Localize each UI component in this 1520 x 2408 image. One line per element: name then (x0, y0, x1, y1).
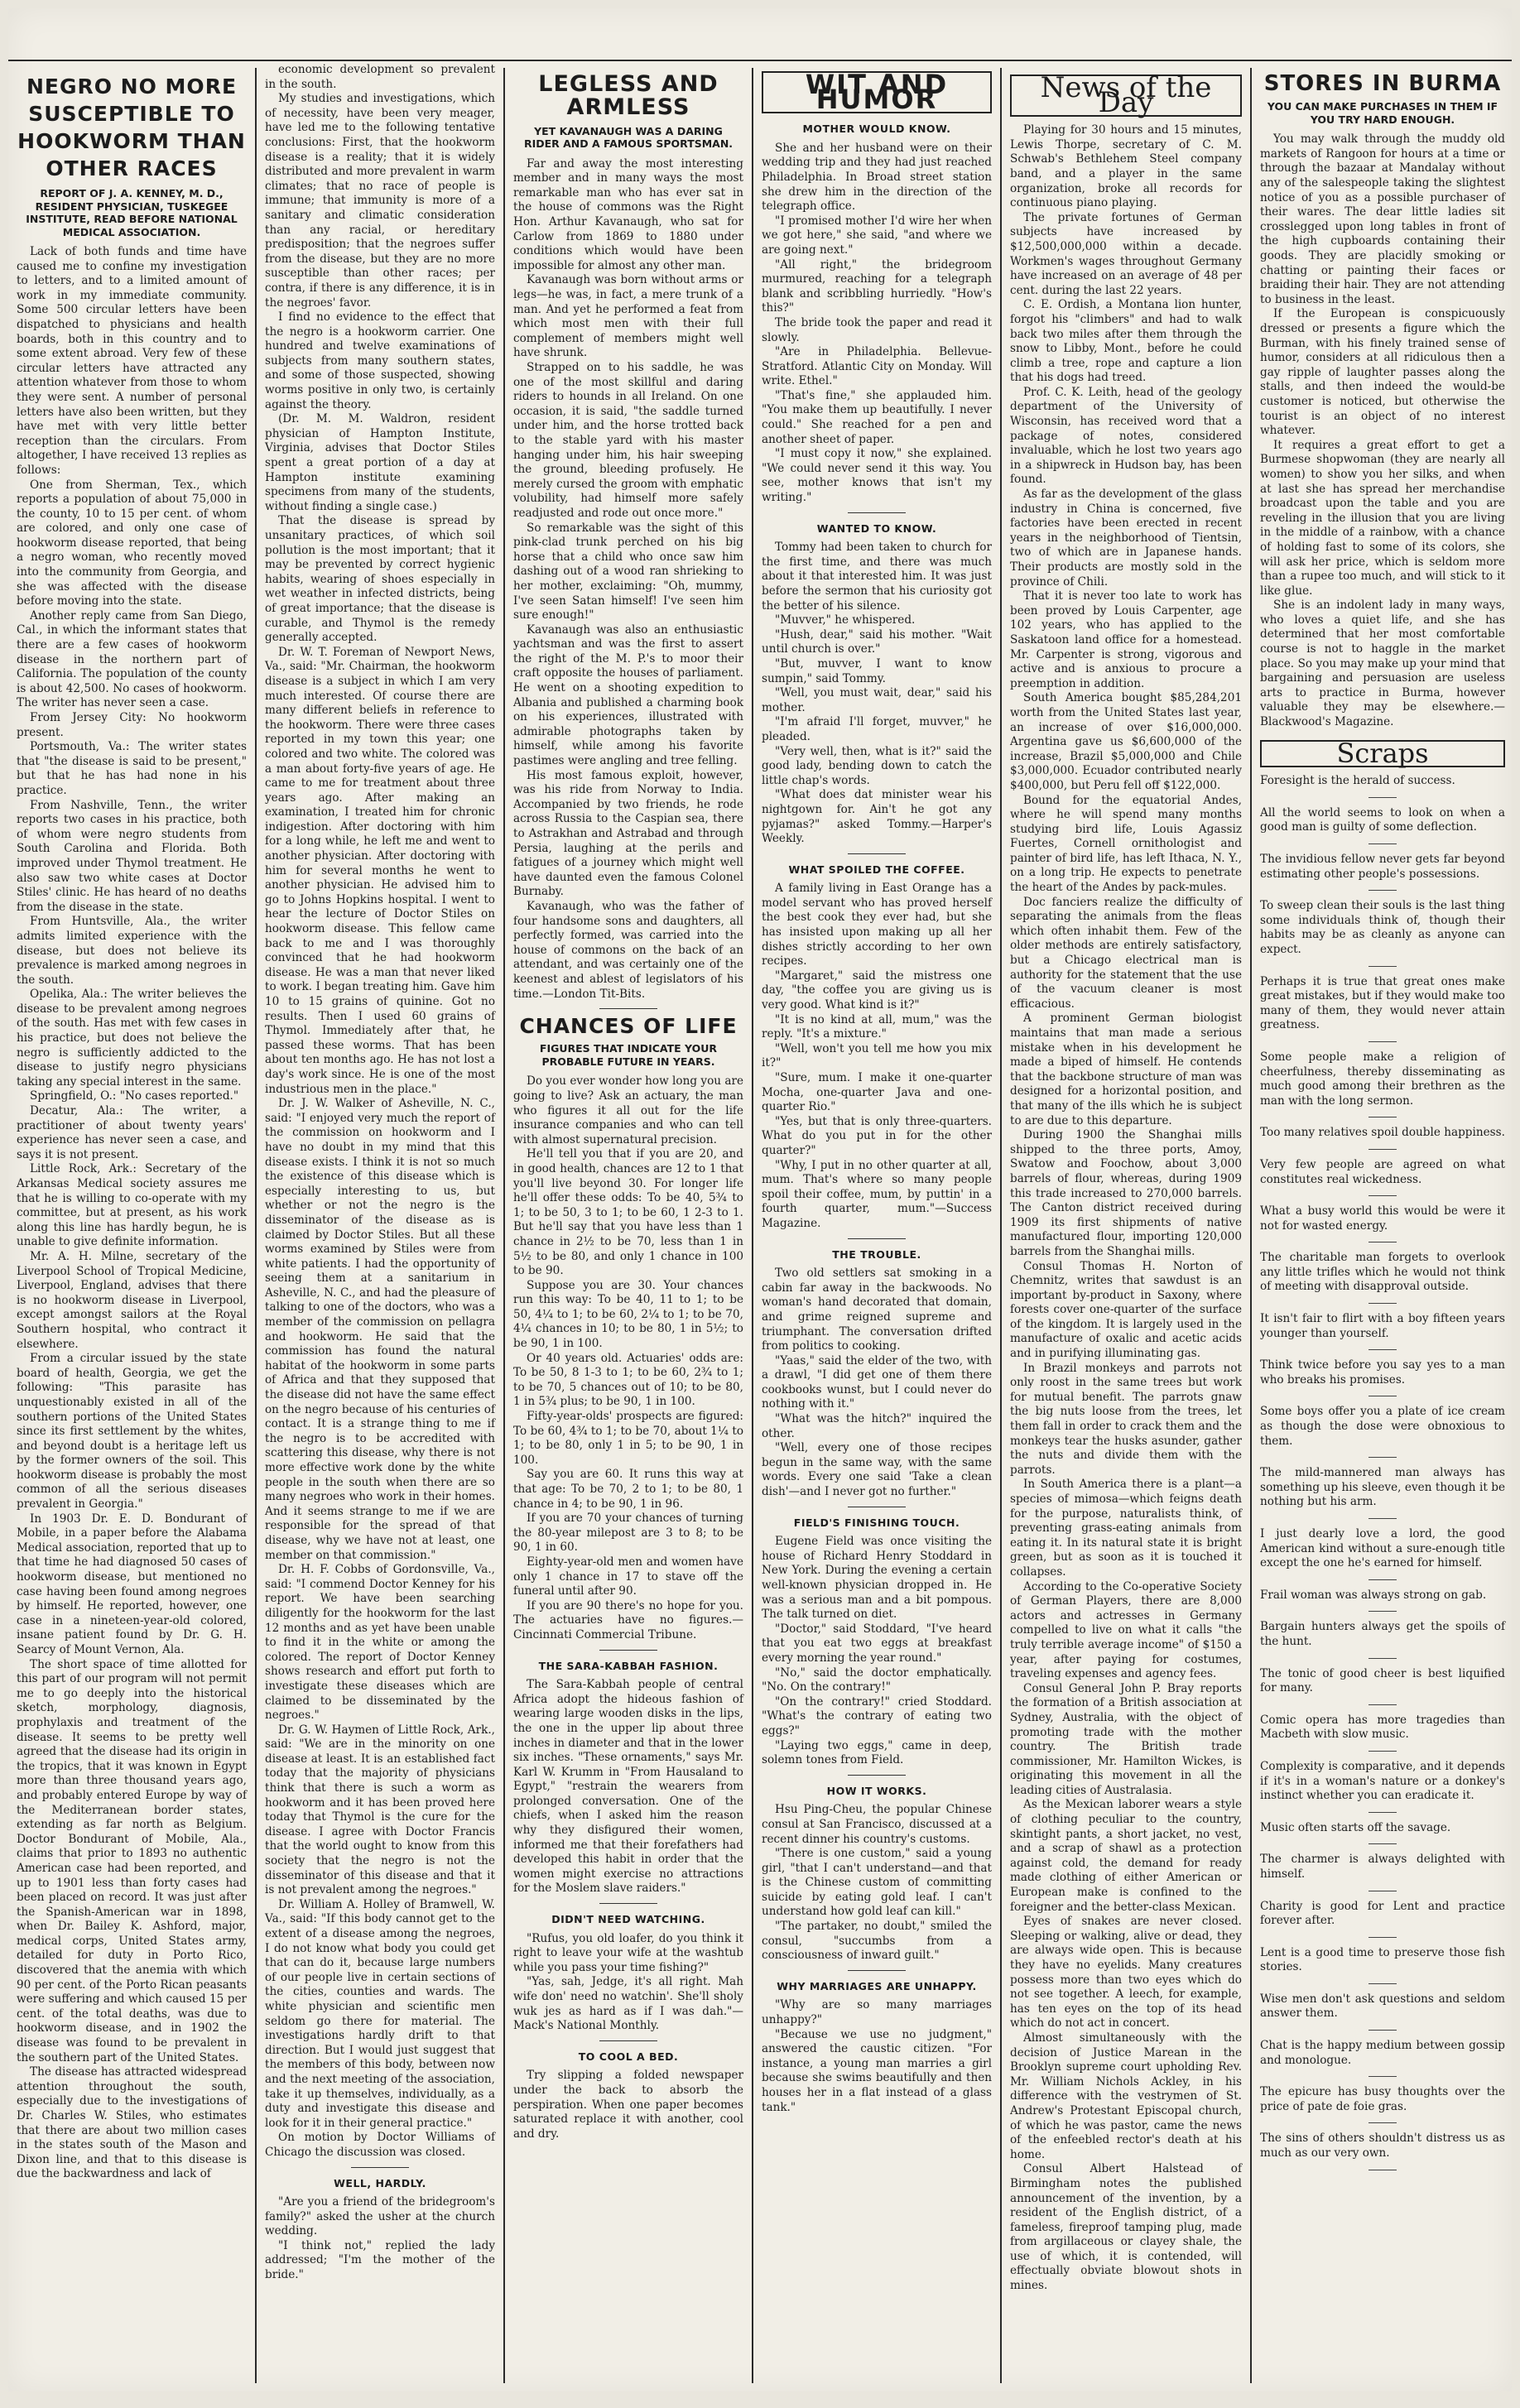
paragraph: "All right," the bridegroom murmured, reaching for a telegraph blank and scribbling hurriedly. "How's this?" (762, 257, 992, 315)
scrap-rule (1368, 1349, 1397, 1350)
scrap-rule (1368, 1195, 1397, 1196)
wit-humor-headline: WIT AND HUMOR (805, 69, 949, 115)
paragraph: As the Mexican laborer wears a style of clothing peculiar to the country, skintight pants, a short jacket, no vest, and a scrap of shawl as a protection against cold, the demand for ready made clothing of either American or European make is confined to the foreigner and the better-class Mexican. (1010, 1798, 1242, 1914)
chances-headline: CHANCES OF LIFE (519, 1014, 738, 1039)
scrap-rule (1368, 2076, 1397, 2077)
paragraph: Little Rock, Ark.: Secretary of the Arkansas Medical society assures me that he is willing to co-operate with my committee, but at present, as his work along this line has hardly begun, he is unable to give definite information. (17, 1162, 247, 1249)
paragraph: Kavanaugh was also an enthusiastic yachtsman and was the first to assert the right of the M. P.'s to moor their craft opposite the houses of parliament. He went on a shooting expedition to Albania and published a charming book on his experiences, illustrated with admirable photographs taken by himself, while among his favorite pastimes were angling and tree felling. (513, 622, 743, 768)
burma-body (1260, 132, 1505, 729)
paragraph: One from Sherman, Tex., which reports a population of about 75,000 in the county, 10 to 15 per cent. of whom are colored, and only one case of hookworm disease reported, that being a negro woman, who recently moved into the community from Georgia, and she was affected with the disease before moving into the state. (17, 478, 247, 608)
paragraph: My studies and investigations, which of necessity, have been very meager, have led me to the following tentative conclusions: First, that the hookworm disease is a reality; that it is widely distributed and more prevalent in warm climates; that no race of people is immune; that immunity is more of a sanitary and climatic consideration than any racial, or hereditary predisposition; that the negroes suffer from the disease, but they are no more susceptible than other races; per contra, if there is any difference, it is in the negroes' favor. (265, 92, 495, 310)
column-wit-humor (755, 68, 998, 2383)
anecdote-title: MOTHER WOULD KNOW. (802, 123, 951, 136)
scrap-rule (1368, 1983, 1397, 1984)
paragraph: His most famous exploit, however, was his ride from Norway to India. Accompanied by two friends, he rode across Russia to the Caspian sea, there to Astrakhan and Astrabad and through Persia, laughing at the perils and fatigues of a journey which might well have daunted even the famous Colonel Burnaby. (513, 768, 743, 899)
section-rule (599, 1008, 657, 1009)
paragraph: You may walk through the muddy old markets of Rangoon for hours at a time or through the bazaar at Mandalay without any of the salespeople taking the slightest notice of you as a possible purchaser of their wares. The dear little ladies sit crosslegged upon long tables in front of the high cupboards containing their goods. They are placidly smoking or chatting or painting their faces or braiding their hair. They are not attending to business in the least. (1260, 132, 1505, 306)
paragraph: Try slipping a folded newspaper under the back to absorb the perspiration. When one paper becomes saturated replace it with another, cool and dry. (513, 2069, 743, 2141)
paragraph: A family living in East Orange has a model servant who has proved herself the best cook they ever had, but she has insisted upon making up all her dishes strictly according to her own recipes. (762, 882, 992, 968)
paragraph: "Why are so many marriages unhappy?" (762, 1998, 992, 2027)
paragraph: "It is no kind at all, mum," was the reply. "It's a mixture." (762, 1012, 992, 1041)
scrap-rule (1368, 1843, 1397, 1844)
scrap-rule (1368, 1611, 1397, 1612)
scrap-rule (1368, 1579, 1397, 1580)
paragraph: From Huntsville, Ala., the writer admits limited experience with the disease, but does not believe its prevalence is marked among negroes in the south. (17, 915, 247, 987)
newspaper-page (8, 8, 1512, 2391)
paragraph: "Yaas," said the elder of the two, with a drawl, "I did get one of them there cookbooks wunst, but I could never do nothing with it." (762, 1353, 992, 1411)
burma-headline: STORES IN BURMA (1263, 71, 1502, 96)
paragraph: Portsmouth, Va.: The writer states that "the disease is said to be present," but that he has had none in his practice. (17, 740, 247, 797)
scrap-rule (1368, 1751, 1397, 1752)
didnt-need-title: DIDN'T NEED WATCHING. (551, 1913, 705, 1926)
paragraph: Consul Albert Halstead of Birmingham notes the published announcement of the invention, by a resident of the English district, of a fameless, fireproof tamping plug, made from argillaceous or clayey shale, the use of which, it is contended, will effectually obviate blowout shots in mines. (1010, 2162, 1242, 2293)
paragraph: "I think not," replied the lady addressed; "I'm the mother of the bride." (265, 2238, 495, 2282)
paragraph: (Dr. M. M. Waldron, resident physician of Hampton Institute, Virginia, advises that Doctor Stiles spent a great portion of a day at Hampton institute examining specimens from many of the students, without finding a single case.) (265, 412, 495, 513)
paragraph: Eighty-year-old men and women have only 1 chance in 17 to stave off the funeral until after 90. (513, 1555, 743, 1598)
well-hardly-body (265, 2195, 495, 2283)
paragraph: "Well, you must wait, dear," said his mother. (762, 686, 992, 714)
paragraph: If you are 90 there's no hope for you. The actuaries have no figures.—Cincinnati Commercial Tribune. (513, 1598, 743, 1641)
scrap-rule (1368, 1041, 1397, 1042)
paragraph: From Jersey City: No hookworm present. (17, 711, 247, 739)
well-hardly-title: WELL, HARDLY. (334, 2176, 426, 2189)
paragraph: Two old settlers sat smoking in a cabin far away in the backwoods. No woman's hand decorated that domain, and grime reigned supreme and triumphant. The conversation drifted from politics to cooking. (762, 1266, 992, 1353)
paragraph: If you are 70 your chances of turning the 80-year milepost are 3 to 8; to be 90, 1 in 60. (513, 1512, 743, 1555)
paragraph: Eyes of snakes are never closed. Sleeping or walking, alive or dead, they are always wide open. This is because they have no eyelids. Many creatures possess more than two eyes which do not see together. A leech, for example, has ten eyes on the top of its head which do not act in concert. (1010, 1915, 1242, 2031)
paragraph: If the European is conspicuously dressed or presents a figure which the Burman, with his finely trained sense of humor, considers at all ridiculous then a gay ripple of laughter passes along the stalls, and then indeed the would-be customer is noticed, but otherwise the tourist is an object of no interest whatever. (1260, 307, 1505, 438)
paragraph: "What does dat minister wear his nightgown for. Ain't he got any pyjamas?" asked Tommy.—Harper's Weekly. (762, 788, 992, 846)
legless-headline: LEGLESS AND ARMLESS (538, 71, 719, 121)
paragraph: Dr. William A. Holley of Bramwell, W. Va., said: "If this body cannot get to the extent of a disease among the negroes, I do not know what body you could get that can do it, because large numbers of our people live in certain sections of the cities, counties and wards. The white physician and scientific men seldom go there for material. The investigations hardly drift to that direction. But I would just suggest that the members of this body, between now and the next meeting of the association, take it up themselves, individually, as a duty and investigate this disease and look for it in their general practice." (265, 1897, 495, 2130)
column-rule (752, 68, 753, 2383)
paragraph: Opelika, Ala.: The writer believes the disease to be prevalent among negroes of the south. Has met with few cases in his practice, but does not believe the negro is sufficiently addicted to the disease to justify negro physicians taking any special interest in the same. (17, 988, 247, 1089)
paragraph: Or 40 years old. Actuaries' odds are: To be 50, 8 1-3 to 1; to be 60, 2¾ to 1; to be 70, 5 chances out of 10; to be 80, 1 in 5¾ plus; to be 90, 1 in 100. (513, 1351, 743, 1409)
column-rule (1000, 68, 1002, 2383)
paragraph: It requires a great effort to get a Burmese shopwoman (they are nearly all women) to show you her silks, and when at last she has spread her merchandise broadcast upon the table and you are reveling in the illusion that you are living in the middle of a rainbow, with a chance of holding fast to some of its colors, she will ask her price, which is seldom more than a rupee too much, and will stick to it like glue. (1260, 438, 1505, 598)
scrap-item: Wise men don't ask questions and seldom answer them. (1260, 1992, 1505, 2021)
paragraph: She is an indolent lady in many ways, who loves a quiet life, and she has determined that her most comfortable course is not to haggle in the market place. So you may make up your mind that bargaining and persuasion are useless arts to practice in Burma, however valuable they may be elsewhere.—Blackwood's Magazine. (1260, 598, 1505, 729)
anecdote-title: WHY MARRIAGES ARE UNHAPPY. (777, 1979, 977, 1992)
news-body (1010, 123, 1242, 2293)
paragraph: In South America there is a plant—a species of mimosa—which feigns death for the purpose, naturalists think, of preventing grass-eating animals from eating it. In its natural state it is bright green, but as soon as it is touched it collapses. (1010, 1478, 1242, 1579)
scrap-item: Chat is the happy medium between gossip and monologue. (1260, 2039, 1505, 2067)
paragraph: Kavanaugh was born without arms or legs—he was, in fact, a mere trunk of a man. And yet he performed a feat from which most men with their full complement of members might well have shrunk. (513, 273, 743, 360)
paragraph: Do you ever wonder how long you are going to live? Ask an actuary, the man who figures it all out for the life insurance companies and who can tell with almost supernatural precision. (513, 1074, 743, 1146)
paragraph: Doc fanciers realize the difficulty of separating the animals from the fleas which often inhabit them. Few of the older methods are entirely satisfactory, but a Chicago electrical man is authority for the statement that the use of the vacuum cleaner is most efficacious. (1010, 895, 1242, 1011)
section-rule (848, 1238, 906, 1239)
column-hookworm-continued (258, 63, 502, 2383)
section-rule (351, 2167, 409, 2168)
section-rule (848, 512, 906, 513)
news-box (1010, 71, 1242, 119)
paragraph: Strapped on to his saddle, he was one of the most skillful and daring riders to hounds in all Ireland. On one occasion, it is said, "the saddle turned under him, and the horse trotted back to the stable yard with his master hanging under him, his hair sweeping the ground, bleeding profusely. He merely cursed the groom with emphatic volubility, had himself more safely readjusted and rode out once more." (513, 361, 743, 520)
scrap-item: Some people make a religion of cheerfulness, thereby disseminating as much good among their brethren as the man with the long sermon. (1260, 1050, 1505, 1108)
column-rule (1250, 68, 1252, 2383)
paragraph: Tommy had been taken to church for the first time, and there was much about it that interested him. It was just before the sermon that his curiosity got the better of his silence. (762, 541, 992, 613)
paragraph: So remarkable was the sight of this pink-clad trunk perched on his big horse that a child who once saw him dashing out of a wood ran shrieking to her mother, exclaiming: "Oh, mummy, I've seen Satan himself! I've seen him sure enough!" (513, 521, 743, 622)
section-rule (848, 853, 906, 854)
scrap-item: Bargain hunters always get the spoils of the hunt. (1260, 1620, 1505, 1648)
burma-deck: YOU CAN MAKE PURCHASES IN THEM IF YOU TRY HARD ENOUGH. (1267, 100, 1498, 126)
paragraph: South America bought $85,284,201 worth from the United States last year, an increase of over $16,000,000. Argentina gave us $6,600,000 of the increase, Brazil $5,000,000 and Chile $3,000,000. Ecuador contributed nearly $400,000, but Peru fell off $122,000. (1010, 691, 1242, 792)
scraps-box (1260, 737, 1505, 769)
paragraph: "Because we use no judgment," answered the caustic citizen. "For instance, a young man marries a girl because she swims beautifully and then houses her in a flat instead of a glass tank." (762, 2027, 992, 2114)
wit-humor-box (762, 71, 992, 113)
paragraph: Lack of both funds and time have caused me to confine my investigation to letters, and to a limited amount of work in my immediate community. Some 500 circular letters have been dispatched to physicians and health boards, both in this country and to some extent abroad. Very few of these circular letters have attracted any attention whatever from those to whom they were sent. A number of personal letters have also been written, but they have met with very little better reception than the circulars. From altogether, I have received 13 replies as follows: (17, 245, 247, 477)
legless-body (513, 157, 743, 1002)
section-rule (599, 1650, 657, 1651)
scrap-item: Complexity is comparative, and it depends if it's in a woman's nature or a donkey's instinct whether you can eradicate it. (1260, 1759, 1505, 1803)
scrap-item: Foresight is the herald of success. (1260, 774, 1455, 788)
scrap-item: All the world seems to look on when a good man is guilty of some deflection. (1260, 805, 1505, 834)
didnt-need-body (513, 1932, 743, 2034)
scrap-item: The sins of others shouldn't distress us as much as our very own. (1260, 2132, 1505, 2160)
paragraph: I find no evidence to the effect that the negro is a hookworm carrier. One hundred and twelve examinations of subjects from many southern states, and some of those suspected, showing worms positive in only two, is certainly against the theory. (265, 310, 495, 411)
paragraph: Say you are 60. It runs this way at that age: To be 70, 2 to 1; to be 80, 1 chance in 4; to be 90, 1 in 96. (513, 1468, 743, 1511)
section-rule (848, 1775, 906, 1776)
paragraph: That it is never too late to work has been proved by Louis Carpenter, age 102 years, who has applied to the Saskatoon land office for a homestead. Mr. Carpenter is strong, vigorous and active and is anxious to procure a preemption in addition. (1010, 589, 1242, 690)
paragraph: "Sure, mum. I make it one-quarter Mocha, one-quarter Java and one-quarter Rio." (762, 1071, 992, 1114)
paragraph: Another reply came from San Diego, Cal., in which the informant states that there are a few cases of hookworm disease in the northern part of California. The population of the county is about 42,500. No cases of hookworm. The writer has never seen a case. (17, 608, 247, 710)
sarakabbah-title: THE SARA-KABBAH FASHION. (538, 1659, 719, 1672)
paragraph: Playing for 30 hours and 15 minutes, Lewis Thorpe, secretary of C. M. Schwab's Bethlehem Steel company band, and a player in the same organization, broke all records for continuous piano playing. (1010, 123, 1242, 210)
paragraph: He'll tell you that if you are 20, and in good health, chances are 12 to 1 that you'll live beyond 30. For longer life he'll offer these odds: To be 40, 5¾ to 1; to be 50, 3 to 1; to be 60, 1 2-3 to 1. But he'll say that you have less than 1 chance in 2½ to be 70, less than 1 in 5½ to be 80, and only 1 chance in 100 to be 90. (513, 1147, 743, 1278)
paragraph: On motion by Doctor Williams of Chicago the discussion was closed. (265, 2131, 495, 2159)
scrap-rule (1368, 2122, 1397, 2123)
paragraph: "Are you a friend of the bridegroom's family?" asked the usher at the church wedding. (265, 2195, 495, 2238)
scrap-item: The mild-mannered man always has something up his sleeve, even though it be nothing but his arm. (1260, 1466, 1505, 1509)
paragraph: "Muvver," he whispered. (775, 613, 916, 627)
scrap-item: The charmer is always delighted with himself. (1260, 1853, 1505, 1881)
scrap-rule (1368, 797, 1397, 798)
scrap-rule (1368, 1303, 1397, 1304)
scrap-rule (1368, 1658, 1397, 1659)
scrap-rule (1368, 1457, 1397, 1458)
scrap-item: The epicure has busy thoughts over the price of pate de foie gras. (1260, 2085, 1505, 2113)
scrap-item: Some boys offer you a plate of ice cream as though the dose were obnoxious to them. (1260, 1405, 1505, 1448)
paragraph: According to the Co-operative Society of German Players, there are 8,000 actors and actresses in Germany compelled to live on what it calls "the truly terrible average income" of $150 a year, after paying for costumes, traveling expenses and agency fees. (1010, 1579, 1242, 1681)
top-rule (8, 60, 1512, 61)
paragraph: "Are in Philadelphia. Bellevue-Stratford. Atlantic City on Monday. Will write. Ethel." (762, 345, 992, 388)
paragraph: "What was the hitch?" inquired the other. (762, 1412, 992, 1440)
scrap-item: Think twice before you say yes to a man who breaks his promises. (1260, 1358, 1505, 1387)
scrap-rule (1368, 1704, 1397, 1705)
anecdote-title: WHAT SPOILED THE COFFEE. (788, 863, 965, 876)
paragraph: "No," said the doctor emphatically. "No. On the contrary!" (762, 1665, 992, 1694)
paragraph: "I must copy it now," she explained. "We could never send it this way. You see, mother knows that isn't my writing." (762, 447, 992, 505)
paragraph: Dr. H. F. Cobbs of Gordonsville, Va., said: "I commend Doctor Kenney for his report. We have been searching diligently for the hookworm for the last 12 months and as yet have been unable to find it in the white or among the colored. The report of Doctor Kenney shows research and effort put forth to investigate these diseases which are claimed to be disseminated by the negroes." (265, 1563, 495, 1723)
scrap-item: Frail woman was always strong on gab. (1260, 1588, 1487, 1602)
paragraph: "Margaret," said the mistress one day, "the coffee you are giving us is very good. What kind is it?" (762, 968, 992, 1012)
paragraph: "That's fine," she applauded him. "You make them up beautifully. I never could." She reached for a pen and another sheet of paper. (762, 388, 992, 446)
chances-deck: FIGURES THAT INDICATE YOUR PROBABLE FUTURE IN YEARS. (539, 1042, 718, 1068)
scrap-rule (1368, 1149, 1397, 1150)
hookworm-deck: REPORT OF J. A. KENNEY, M. D., RESIDENT PHYSICIAN, TUSKEGEE INSTITUTE, READ BEFORE NATIONAL MEDICAL ASSOCIATION. (26, 187, 238, 238)
paragraph: C. E. Ordish, a Montana lion hunter, forgot his "climbers" and had to walk back two miles after them through the snow to Libby, Mont., before he could climb a tree, rope and capture a lion that his dogs had treed. (1010, 298, 1242, 385)
paragraph: Kavanaugh, who was the father of four handsome sons and daughters, all perfectly formed, was carried into the house of commons on the back of an attendant, and was certainly one of the keenest and ablest of legislators of his time.—London Tit-Bits. (513, 899, 743, 1001)
scrap-item: I just dearly love a lord, the good American kind without a sure-enough title except the one he's earned for himself. (1260, 1527, 1505, 1570)
wit-humor-sections (762, 122, 992, 2115)
scrap-item: The invidious fellow never gets far beyond estimating other people's possessions. (1260, 853, 1505, 881)
news-headline: News of the Day (1040, 71, 1212, 119)
anecdote-title: THE TROUBLE. (832, 1247, 921, 1261)
paragraph: Suppose you are 30. Your chances run this way: To be 40, 11 to 1; to be 50, 4¼ to 1; to be 60, 2¼ to 1; to be 70, 4¼ chances in 10; to be 80, 1 in 5½; to be 90, 1 in 100. (513, 1278, 743, 1351)
paragraph: A prominent German biologist maintains that man made a serious mistake when in his development he made a biped of himself. He contends that the backbone structure of man was designed for a horizontal position, and that many of the ills which he is subject to are due to this departure. (1010, 1012, 1242, 1127)
paragraph: "Rufus, you old loafer, do you think it right to leave your wife at the washtub while you pass your time fishing?" (513, 1931, 743, 1974)
paragraph: "The partaker, no doubt," smiled the consul, "succumbs from a consciousness of inward guilt." (762, 1920, 992, 1963)
paragraph: Dr. W. T. Foreman of Newport News, Va., said: "Mr. Chairman, the hookworm disease is a subject in which I am very much interested. Of course there are many different beliefs in reference to the hookworm. There were three cases reported in my town this year; one colored and two white. The colored was a man about forty-five years of age. He came to me for treatment about three years ago. After making an examination, I treated him for chronic indigestion. After doctoring with him for a long while, he left me and went to another physician. After doctoring with him for several months he went to another physician. He advised him to go to Johns Hopkins hospital. I went to hear the lecture of Doctor Stiles on hookworm disease. This fellow came back to me and I was thoroughly convinced that he had hookworm disease. He was a man that never liked to work. I began treating him. Gave him 10 to 15 grains of quinine. Got no results. Then I used 60 grains of Thymol. Immediately after that, he passed these worms. That has been about ten months ago. He has not lost a day's work since. He is one of the most industrious men in the place." (265, 645, 495, 1096)
paragraph: That the disease is spread by unsanitary practices, of which soil pollution is the most important; that it may be prevented by correct hygienic habits, wearing of shoes especially in wet weather in infected districts, being of great importance; that the disease is curable, and Thymol is the remedy generally accepted. (265, 514, 495, 645)
anecdote-title: HOW IT WORKS. (826, 1784, 927, 1797)
paragraph: She and her husband were on their wedding trip and they had just reached Philadelphia. In Broad street station she drew him in the direction of the telegraph office. (762, 141, 992, 214)
scraps-list (1260, 774, 1505, 2170)
paragraph: "Very well, then, what is it?" said the good lady, bending down to catch the little chap's words. (762, 744, 992, 787)
paragraph: The private fortunes of German subjects have increased by $12,500,000,000 within a decade. Workmen's wages throughout Germany have increased on an average of 48 per cent. during the last 22 years. (1010, 210, 1242, 297)
paragraph: Eugene Field was once visiting the house of Richard Henry Stoddard in New York. During the evening a certain well-known physician dropped in. He was a serious man and a bit pompous. The talk turned on diet. (762, 1535, 992, 1622)
paragraph: Hsu Ping-Cheu, the popular Chinese consul at San Francisco, discussed at a recent dinner his country's customs. (762, 1803, 992, 1846)
scrap-rule (1368, 1812, 1397, 1813)
paragraph: Mr. A. H. Milne, secretary of the Liverpool School of Tropical Medicine, Liverpool, England, advises that there is no hookworm disease in Liverpool, except amongst sailors at the Royal Southern hospital, who contract it elsewhere. (17, 1249, 247, 1351)
scrap-item: The tonic of good cheer is best liquified for many. (1260, 1666, 1505, 1695)
paragraph: "Laying two eggs," came in deep, solemn tones from Field. (762, 1738, 992, 1767)
scrap-item: Comic opera has more tragedies than Macbeth with slow music. (1260, 1713, 1505, 1742)
anecdote-title: FIELD'S FINISHING TOUCH. (793, 1516, 960, 1529)
paragraph: Consul Thomas H. Norton of Chemnitz, writes that sawdust is an important by-product in Saxony, where forests cover one-quarter of the surface of the kingdom. It is largely used in the manufacture of oxalic and acetic acids and in purifying illuminating gas. (1010, 1259, 1242, 1361)
paragraph: "Well, every one of those recipes begun in the same way, with the same words. Every one said 'Take a clean dish'—and I never got no further." (762, 1441, 992, 1499)
paragraph: "On the contrary!" cried Stoddard. "What's the contrary of eating two eggs?" (762, 1694, 992, 1738)
scrap-item: It isn't fair to flirt with a boy fifteen years younger than yourself. (1260, 1312, 1505, 1340)
section-rule (599, 2040, 657, 2041)
hookworm-body (17, 245, 247, 2182)
paragraph: Fifty-year-olds' prospects are figured: To be 60, 4¾ to 1; to be 70, about 1¼ to 1; to be 80, only 1 in 5; to be 90, 1 in 100. (513, 1410, 743, 1467)
paragraph: Prof. C. K. Leith, head of the geology department of the University of Wisconsin, has received word that a package of notes, considered invaluable, which he lost two years ago in a shipwreck in Hudson bay, has been found. (1010, 385, 1242, 487)
column-legless (507, 68, 750, 2383)
paragraph: "Doctor," said Stoddard, "I've heard that you eat two eggs at breakfast every morning the year round." (762, 1622, 992, 1665)
paragraph: "There is one custom," said a young girl, "that I can't understand—and that is the Chinese custom of committing suicide by eating gold leaf. I can't understand how gold leaf can kill." (762, 1847, 992, 1919)
paragraph: economic development so prevalent in the south. (265, 63, 495, 91)
section-rule (599, 1903, 657, 1904)
column-rule (503, 68, 505, 2383)
column-news (1003, 68, 1248, 2383)
scrap-item: To sweep clean their souls is the last thing some individuals think of, though their habits may be as cleanly as anyone can expect. (1260, 899, 1505, 956)
legless-deck: YET KAVANAUGH WAS A DARING RIDER AND A FAMOUS SPORTSMAN. (523, 124, 734, 151)
paragraph: Dr. J. W. Walker of Asheville, N. C., said: "I enjoyed very much the report of the commission on hookworm and I have no doubt in my mind that this disease exists. I think it is not so much the existence of this disease which is especially interesting to us, but whether or not the negro is the disseminator of the disease as is claimed by Doctor Stiles. But all these worms examined by Stiles were from white patients. I had the opportunity of seeing them at a sanitarium in Asheville, N. C., and had the pleasure of talking to one of the doctors, who was a member of the commission on pellagra and hookworm. He said that the commission has found the natural habitat of the hookworm in some parts of Africa and that they supposed that the disease did not have the same effect on the negro because of his centuries of contact. It is a strange thing to me if the negro is to be accredited with scattering this disease, why there is not more effective work done by the white people in the south when there are so many negroes who work in their homes. And it seems strange to me if we are responsible for the spread of that disease, why we have not at least, one member on that commission." (265, 1097, 495, 1562)
paragraph: In Brazil monkeys and parrots not only roost in the same trees but work for mutual benefit. The parrots gnaw the big nuts loose from the trees, let them fall in order to crack them and the monkeys tear the husks asunder, gather the nuts and divide them with the parrots. (1010, 1361, 1242, 1477)
paragraph: "Yas, sah, Jedge, it's all right. Mah wife don' need no watchin'. She'll sholy wuk jes as hard as if I was dah."—Mack's National Monthly. (513, 1975, 743, 2033)
paragraph: Springfield, O.: "No cases reported." (30, 1089, 239, 1103)
paragraph: The short space of time allotted for this part of our program will not permit me to go deeply into the historical sketch, morphology, diagnosis, prophylaxis and treatment of the disease. It seems to be pretty well agreed that the disease had its origin in the tropics, that it was known in Egypt more than three thousand years ago, and probably entered Europe by way of the Mediterranean border states, extending as far north as Belgium. Doctor Bondurant of Mobile, Ala., claims that prior to 1893 no authentic American case had been reported, and up to 1901 less than forty cases had been placed on record. It was just after the Spanish-American war in 1898, when Dr. Bailey K. Ashford, major, medical corps, United States army, detailed for duty in Porto Rico, discovered that the anemia with which 90 per cent. of the Porto Rican peasants were suffering and which caused 15 per cent. of the total deaths, was due to hookworm disease, and in 1902 the disease was found to be prevalent in the southern part of the United States. (17, 1657, 247, 2064)
chances-body (513, 1074, 743, 1642)
scrap-item: Music often starts off the savage. (1260, 1820, 1451, 1834)
paragraph: The bride took the paper and read it slowly. (762, 315, 992, 344)
column-burma (1253, 68, 1512, 2383)
paragraph: The Sara-Kabbah people of central Africa adopt the hideous fashion of wearing large wooden disks in the lips, the one in the upper lip about three inches in diameter and that in the lower six inches. "These ornaments," says Mr. Karl W. Krumm in "From Hausaland to Egypt," "restrain the wearers from prolonged conversation. One of the chiefs, when I asked him the reason why they disfigured their women, informed me that their forefathers had developed this habit in order that the women might exercise no attractions for the Moslem slave raiders." (513, 1678, 743, 1896)
paragraph: "Well, won't you tell me how you mix it?" (762, 1041, 992, 1070)
paragraph: As far as the development of the glass industry in China is concerned, five factories have been erected in recent years in the neighborhood of Tientsin, two of which are in Japanese hands. Their products are mostly sold in the province of Chili. (1010, 488, 1242, 589)
scrap-rule (1368, 966, 1397, 967)
paragraph: "I promised mother I'd wire her when we got here," she said, "and where we are going next." (762, 214, 992, 257)
section-rule (848, 1970, 906, 1971)
scrap-item: Charity is good for Lent and practice forever after. (1260, 1899, 1505, 1928)
scrap-item: Lent is a good time to preserve those fish stories. (1260, 1945, 1505, 1974)
paragraph: Decatur, Ala.: The writer, a practitioner of about twenty years' experience has never seen a case, and says it is not present. (17, 1104, 247, 1161)
paragraph: Consul General John P. Bray reports the formation of a British association at Sydney, Australia, with the object of promoting trade with the mother country. The British trade commissioner, Mr. Hamilton Wickes, is originating this movement in all the leading cities of Australasia. (1010, 1681, 1242, 1797)
column-rule (255, 68, 257, 2383)
anecdote-title: WANTED TO KNOW. (816, 521, 937, 535)
paragraph: "Why, I put in no other quarter at all, mum. That's where so many people spoil their coffee, mum, by puttin' in a fourth quarter, mum."—Success Magazine. (762, 1158, 992, 1230)
hookworm-headline: NEGRO NO MORE SUSCEPTIBLE TO HOOKWORM THAN OTHER RACES (17, 74, 246, 180)
scrap-rule (1368, 890, 1397, 891)
paragraph: "But, muvver, I want to know sumpin," said Tommy. (762, 656, 992, 685)
paragraph: "Hush, dear," said his mother. "Wait until church is over." (762, 627, 992, 656)
paragraph: The disease has attracted widespread attention throughout the south, especially due to the investigations of Dr. Charles W. Stiles, who estimates that there are about two million cases in the states south of the Mason and Dixon line, and that to this disease is due the backwardness and lack of (17, 2065, 247, 2181)
scrap-rule (1368, 2030, 1397, 2031)
paragraph: Bound for the equatorial Andes, where he will spend many months studying bird life, Louis Agassiz Fuertes, Cornell ornithologist and painter of bird life, has left Ithaca, N. Y., on a long trip. He expects to penetrate the heart of the Andes by pack-mules. (1010, 793, 1242, 895)
paragraph: Far and away the most interesting member and in many ways the most remarkable man who has ever sat in the house of commons was the Right Hon. Arthur Kavanaugh, who sat for Carlow from 1869 to 1880 under conditions which would have been impossible for almost any other man. (513, 156, 743, 272)
scrap-item: Very few people are agreed on what constitutes real wickedness. (1260, 1157, 1505, 1186)
scrap-item: Too many relatives spoil double happiness. (1260, 1126, 1505, 1140)
scraps-headline: Scraps (1336, 737, 1429, 769)
paragraph: In 1903 Dr. E. D. Bondurant of Mobile, in a paper before the Alabama Medical association, reported that up to that time he had diagnosed 50 cases of hookworm disease, but mentioned no case having been found among negroes by himself. He reported, however, one case in a nineteen-year-old colored, insane patient found by Dr. G. H. Searcy of Mount Vernon, Ala. (17, 1512, 247, 1656)
scrap-rule (1368, 1937, 1397, 1938)
paragraph: From Nashville, Tenn., the writer reports two cases in his practice, both of whom were negro students from South Carolina and Florida. Both improved under Thymol treatment. He also saw two white cases at Doctor Stiles' clinic. He has heard of no deaths from the disease in the state. (17, 798, 247, 914)
scrap-item: The charitable man forgets to overlook any little trifles which he would not think of meeting with disapproval outside. (1260, 1251, 1505, 1294)
cool-bed-body (513, 2069, 743, 2141)
scrap-item: What a busy world this would be were it not for wasted energy. (1260, 1204, 1505, 1233)
scrap-item: Perhaps it is true that great ones make great mistakes, but if they would make too many of them, they would never attain greatness. (1260, 974, 1505, 1032)
paragraph: Almost simultaneously with the decision of Justice Marean in the Brooklyn supreme court upholding Rev. Mr. William Nichols Ackley, in his difference with the vestrymen of St. Andrew's Protestant Episcopal church, of which he was pastor, came the news of the enfeebled rector's death at his home. (1010, 2031, 1242, 2161)
scrap-rule (1368, 1518, 1397, 1519)
paragraph: From a circular issued by the state board of health, Georgia, we get the following: "This parasite has unquestionably existed in all of the southern portions of the United States since its first settlement by the whites, and beyond doubt is a heritage left us by the former owners of the soil. This hookworm disease is probably the most common of all the serious diseases prevalent in Georgia." (17, 1352, 247, 1512)
hookworm-continued-body (265, 63, 495, 2160)
paragraph: During 1900 the Shanghai mills shipped to the three ports, Amoy, Swatow and Foochow, about 3,000 barrels of flour, whereas, during 1909 this trade increased to 270,000 barrels. The Canton district received during 1909 its first shipments of native manufactured flour, importing 120,000 barrels from the Shanghai mills. (1010, 1128, 1242, 1258)
paragraph: Dr. G. W. Haymen of Little Rock, Ark., said: "We are in the minority on one disease at least. It is an established fact today that the majority of physicians think that there is such a worm as hookworm and it has been proved here today that Thymol is the cure for the disease. I agree with Doctor Francis that the world ought to know from this society that the negro is not the disseminator of this disease and that it is not prevalent among the negroes." (265, 1723, 495, 1897)
sarakabbah-body (513, 1678, 743, 1896)
paragraph: "Yes, but that is only three-quarters. What do you put in for the other quarter?" (762, 1114, 992, 1157)
column-hookworm (10, 68, 253, 2383)
cool-bed-title: TO COOL A BED. (578, 2050, 679, 2063)
paragraph: "I'm afraid I'll forget, muvver," he pleaded. (762, 715, 992, 743)
